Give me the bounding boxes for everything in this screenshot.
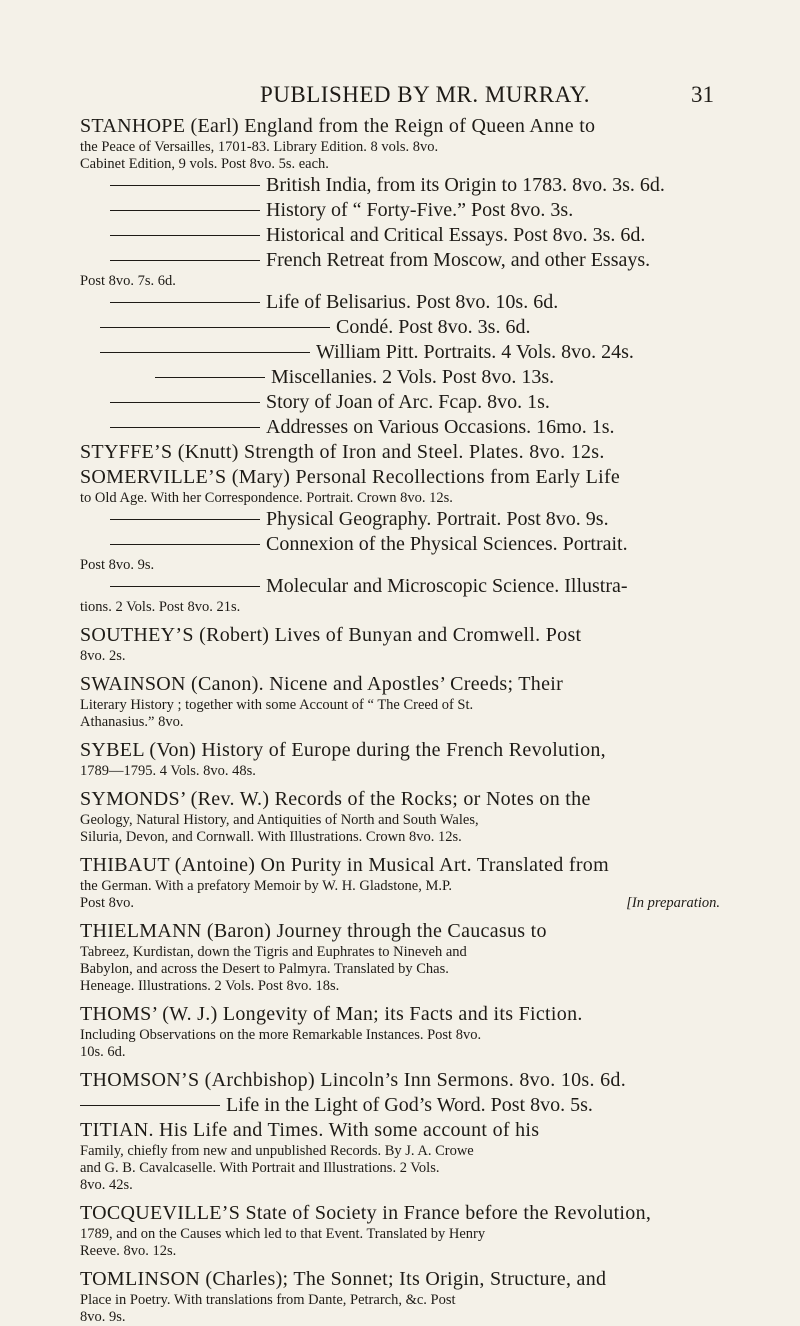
entry-symonds [80,787,720,846]
entry-line: Physical Geography. Portrait. Post 8vo. 9s. [266,508,609,530]
entry-line: to Old Age. With her Correspondence. Portrait. Crown 8vo. 12s. [80,490,453,506]
entry-line: THIELMANN (Baron) Journey through the Caucasus to [80,920,547,942]
entry-line: and G. B. Cavalcaselle. With Portrait and Illustrations. 2 Vols. [80,1160,440,1176]
entry-stanhope-conde [80,315,720,340]
entry-stanhope-french-retreat [80,248,720,290]
ditto-rule [110,235,260,236]
entry-thielmann [80,919,720,995]
entry-line: History of “ Forty-Five.” Post 8vo. 3s. [266,199,574,221]
ditto-rule [110,302,260,303]
entry-stanhope-joan-of-arc [80,390,720,415]
entry-line: Athanasius.” 8vo. [80,714,184,730]
entry-thoms [80,1002,720,1061]
entry-line: STYFFE’S (Knutt) Strength of Iron and Steel. Plates. 8vo. 12s. [80,441,605,463]
entry-line: Life of Belisarius. Post 8vo. 10s. 6d. [266,291,559,313]
preparation-note: [In preparation. [626,895,720,911]
entry-line: Place in Poetry. With translations from Dante, Petrarch, &c. Post [80,1292,456,1308]
entry-southey [80,623,720,665]
entry-line: British India, from its Origin to 1783. 8vo. 3s. 6d. [266,174,665,196]
entry-line: THIBAUT (Antoine) On Purity in Musical Art. Translated from [80,854,609,876]
entry-line: Post 8vo. 9s. [80,557,155,573]
ditto-rule [100,352,310,353]
entry-line: Including Observations on the more Remarkable Instances. Post 8vo. [80,1027,482,1043]
entry-stanhope-essays [80,223,720,248]
entry-line: SYBEL (Von) History of Europe during the French Revolution, [80,739,606,761]
entry-somerville [80,465,720,507]
page-number: 31 [691,82,714,107]
entry-line: Literary History ; together with some Account of “ The Creed of St. [80,697,474,713]
ditto-rule [110,586,260,587]
entry-line: 8vo. 42s. [80,1177,133,1193]
entry-line: Life in the Light of God’s Word. Post 8vo. 5s. [226,1094,593,1116]
ditto-rule [110,402,260,403]
entry-line: THOMS’ (W. J.) Longevity of Man; its Facts and its Fiction. [80,1003,583,1025]
entry-line: tions. 2 Vols. Post 8vo. 21s. [80,599,241,615]
entry-line: TOCQUEVILLE’S State of Society in France before the Revolution, [80,1202,652,1224]
entry-line: the Peace of Versailles, 1701-83. Library Edition. 8 vols. 8vo. [80,139,439,155]
entry-line: Cabinet Edition, 9 vols. Post 8vo. 5s. each. [80,156,329,172]
entry-somerville-molecular [80,574,720,616]
entry-line: TOMLINSON (Charles); The Sonnet; Its Origin, Structure, and [80,1268,607,1290]
entry-line: Connexion of the Physical Sciences. Portrait. [266,533,628,555]
entry-line: Heneage. Illustrations. 2 Vols. Post 8vo. 18s. [80,978,340,994]
entry-line: Story of Joan of Arc. Fcap. 8vo. 1s. [266,391,550,413]
entry-styffe [80,440,720,465]
ditto-rule [110,260,260,261]
entry-sybel [80,738,720,780]
entry-line: 8vo. 9s. [80,1309,126,1325]
entry-line: Addresses on Various Occasions. 16mo. 1s. [266,416,615,438]
entry-somerville-geography [80,507,720,532]
entry-line: THOMSON’S (Archbishop) Lincoln’s Inn Sermons. 8vo. 10s. 6d. [80,1069,627,1091]
ditto-rule [110,519,260,520]
entry-line: 10s. 6d. [80,1044,126,1060]
page-header [80,82,720,112]
entry-line: Geology, Natural History, and Antiquities of North and South Wales, [80,812,479,828]
entry-stanhope-belisarius [80,290,720,315]
entry-tomlinson [80,1267,720,1326]
entry-line: Family, chiefly from new and unpublished Records. By J. A. Crowe [80,1143,474,1159]
entry-stanhope [80,114,720,173]
ditto-rule [110,210,260,211]
entry-line: Condé. Post 8vo. 3s. 6d. [336,316,531,338]
entry-stanhope-miscellanies [80,365,720,390]
entry-line: 8vo. 2s. [80,648,126,664]
entry-line: STANHOPE (Earl) England from the Reign of Queen Anne to [80,115,596,137]
entry-line: TITIAN. His Life and Times. With some account of his [80,1119,540,1141]
entry-line: 1789, and on the Causes which led to that Event. Translated by Henry [80,1226,486,1242]
catalogue-entries [80,114,720,1326]
entry-line: the German. With a prefatory Memoir by W. H. Gladstone, M.P. [80,878,453,894]
entry-thomson-life [80,1093,720,1118]
entry-line: SYMONDS’ (Rev. W.) Records of the Rocks; or Notes on the [80,788,591,810]
entry-thomson [80,1068,720,1093]
entry-line: William Pitt. Portraits. 4 Vols. 8vo. 24s. [316,341,634,363]
entry-line: French Retreat from Moscow, and other Essays. [266,249,651,271]
entry-line: Babylon, and across the Desert to Palmyra. Translated by Chas. [80,961,449,977]
entry-stanhope-british-india [80,173,720,198]
entry-line: Siluria, Devon, and Cornwall. With Illustrations. Crown 8vo. 12s. [80,829,462,845]
entry-line: Post 8vo. [80,895,134,911]
ditto-rule [80,1105,220,1106]
entry-line: Molecular and Microscopic Science. Illustra- [266,575,628,597]
entry-line: SWAINSON (Canon). Nicene and Apostles’ Creeds; Their [80,673,564,695]
entry-line: 1789—1795. 4 Vols. 8vo. 48s. [80,763,256,779]
entry-stanhope-pitt [80,340,720,365]
entry-line: Tabreez, Kurdistan, down the Tigris and Euphrates to Nineveh and [80,944,467,960]
entry-somerville-connexion [80,532,720,574]
entry-stanhope-forty-five [80,198,720,223]
entry-thibaut [80,853,720,912]
entry-line: Reeve. 8vo. 12s. [80,1243,177,1259]
entry-line: Miscellanies. 2 Vols. Post 8vo. 13s. [271,366,555,388]
ditto-rule [155,377,265,378]
ditto-rule [110,185,260,186]
ditto-rule [110,427,260,428]
entry-stanhope-addresses [80,415,720,440]
entry-line: SOUTHEY’S (Robert) Lives of Bunyan and Cromwell. Post [80,624,582,646]
entry-titian [80,1118,720,1194]
entry-tocqueville [80,1201,720,1260]
entry-line: Historical and Critical Essays. Post 8vo. 3s. 6d. [266,224,646,246]
ditto-rule [110,544,260,545]
ditto-rule [100,327,330,328]
entry-line: Post 8vo. 7s. 6d. [80,273,176,289]
entry-swainson [80,672,720,731]
entry-line: SOMERVILLE’S (Mary) Personal Recollections from Early Life [80,466,621,488]
running-title: PUBLISHED BY MR. MURRAY. [260,82,591,107]
